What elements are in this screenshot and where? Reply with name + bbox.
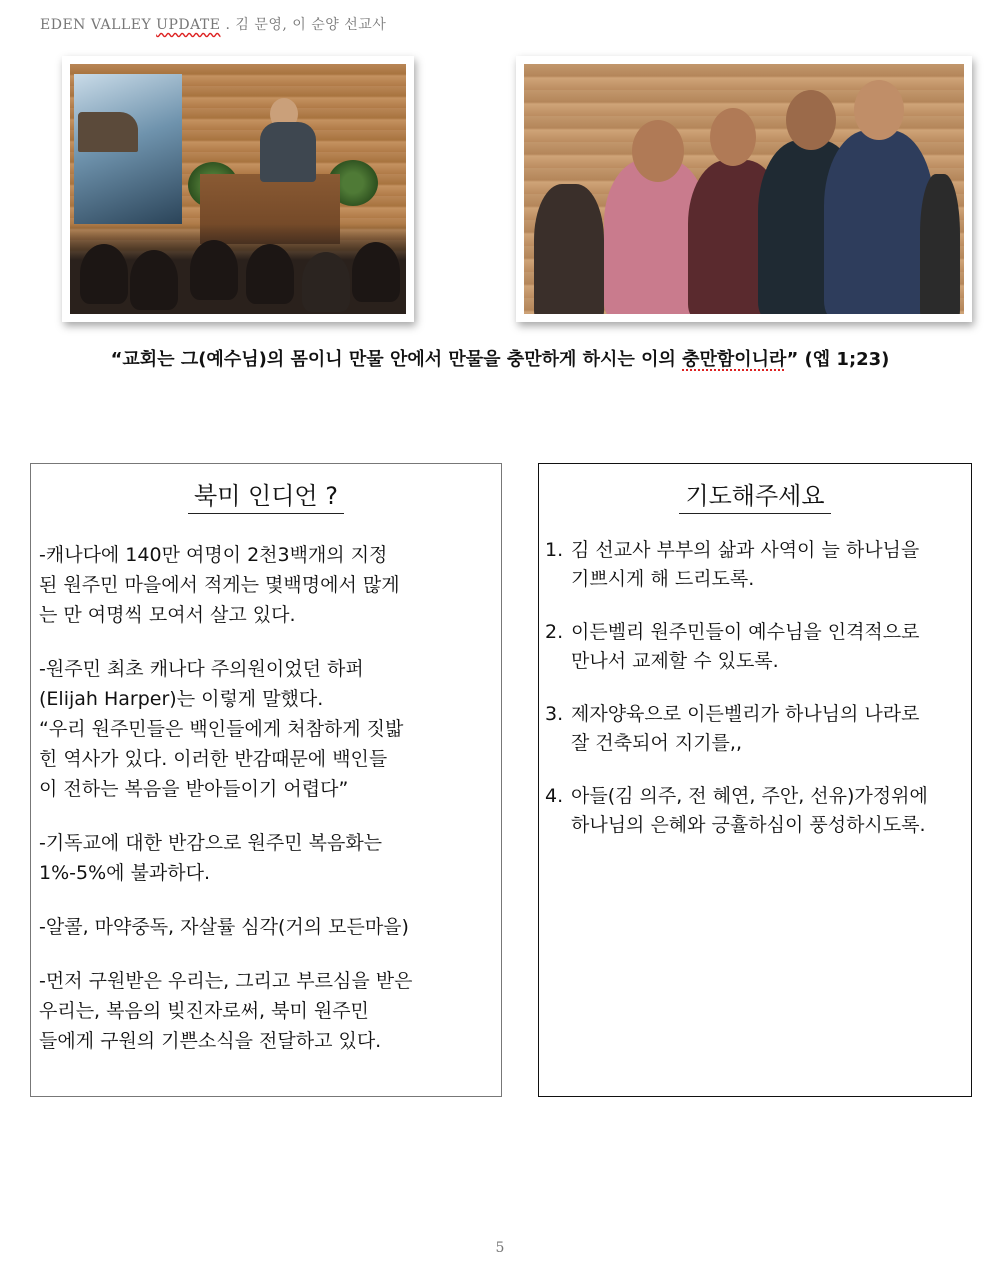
paragraph-evangelization-rate: -기독교에 대한 반감으로 원주민 복음화는 1%-5%에 불과하다.	[39, 832, 383, 884]
prayer-item-number: 4.	[545, 785, 564, 807]
quote-text-highlight: 충만함이니라	[682, 349, 787, 370]
prayer-item-number: 2.	[545, 621, 564, 643]
prayer-item-number: 1.	[545, 539, 564, 561]
paragraph-addiction: -알콜, 마약중독, 자살률 심각(거의 모든마을)	[39, 916, 409, 938]
prayer-item-text: 아들(김 의주, 전 혜연, 주안, 선유)가정위에 하나님의 은혜와 긍휼하심이 풍성하시도록.	[571, 785, 928, 836]
preacher	[260, 122, 316, 182]
quote-reference: ” (엡 1;23)	[786, 349, 890, 370]
header-brand: EDEN VALLEY	[40, 17, 157, 33]
quote-text: “교회는 그(예수님)의 몸이니 만물 안에서 만물을 충만하게 하시는 이의	[110, 349, 683, 370]
prayer-item-text: 김 선교사 부부의 삶과 사역이 늘 하나님을 기쁘시게 해 드리도록.	[571, 539, 920, 590]
paragraph-elijah-harper: -원주민 최초 캐나다 주의원이었던 하퍼 (Elijah Harper)는 이렇게 말했다. “우리 원주민들은 백인들에게 처참하게 짓밟 힌 역사가 있다. 이러한 반감때문에 백인들 이 전하는 복음을 받아들이기 어렵다”	[39, 658, 404, 800]
prayer-item	[545, 536, 963, 594]
group-photo	[516, 56, 972, 322]
person-navy-shirt	[824, 130, 934, 314]
scripture-quote	[0, 345, 1000, 371]
paragraph-calling: -먼저 구원받은 우리는, 그리고 부르심을 받은 우리는, 복음의 빚진자로써, 북미 원주민 들에게 구원의 기쁜소식을 전달하고 있다.	[39, 970, 413, 1052]
page-number: 5	[495, 1240, 505, 1256]
prayer-requests-title: 기도해주세요	[679, 476, 830, 514]
prayer-requests-box	[538, 463, 972, 1097]
header-brand-update: UPDATE	[156, 17, 221, 33]
paragraph-population: -캐나다에 140만 여명이 2천3백개의 지정 된 원주민 마을에서 적게는 몇백명에서 많게 는 만 여명씩 모여서 살고 있다.	[39, 544, 400, 626]
prayer-item-text: 이든벨리 원주민들이 예수님을 인격적으로 만나서 교제할 수 있도록.	[571, 621, 920, 672]
prayer-item	[545, 782, 963, 840]
prayer-item-text: 제자양육으로 이든벨리가 하나님의 나라로 잘 건축되어 지기를,,	[571, 703, 920, 754]
header-subtitle: . 김 문영, 이 순양 선교사	[220, 17, 387, 33]
native-americans-title: 북미 인디언 ?	[188, 476, 344, 514]
page-header	[40, 14, 386, 34]
prayer-item	[545, 618, 963, 676]
prayer-item-number: 3.	[545, 703, 564, 725]
prayer-item	[545, 700, 963, 758]
native-americans-box	[30, 463, 502, 1097]
sermon-photo	[62, 56, 414, 322]
